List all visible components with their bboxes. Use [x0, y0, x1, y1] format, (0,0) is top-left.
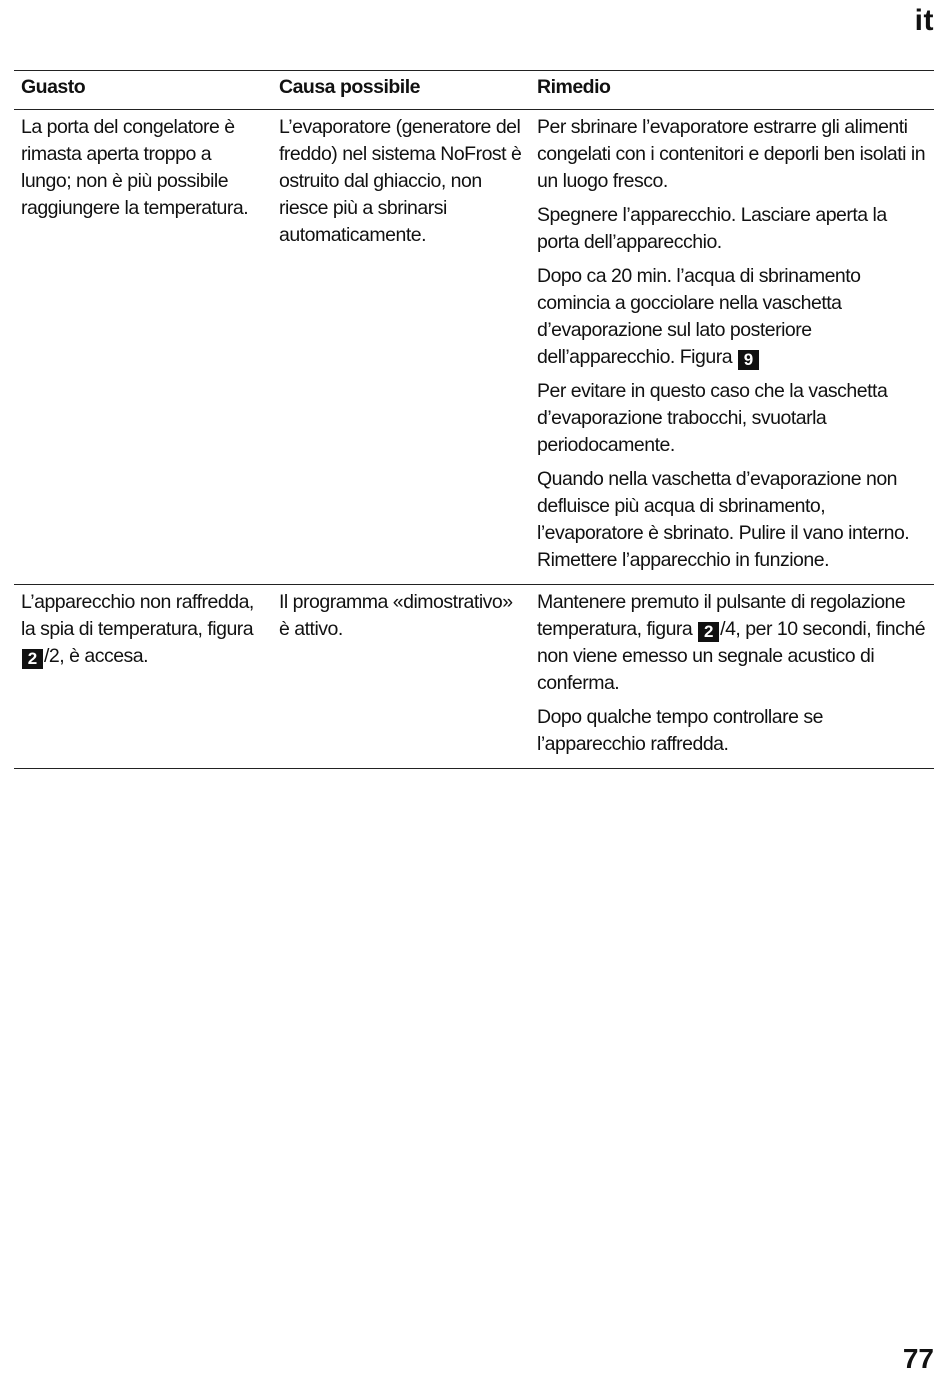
remedy-paragraph — [537, 114, 928, 195]
text-run: Mantenere premuto il pulsante di regolazione temperatura, figura — [537, 591, 906, 640]
text-run: Per evitare in questo caso che la vaschetta d’evaporazione trabocchi, svuotarla periodocamente. — [537, 380, 888, 456]
cause-cell — [272, 585, 530, 769]
text-run: /4, per 10 secondi, finché non viene emesso un segnale acustico di conferma. — [537, 618, 926, 694]
text-run: Il programma «dimostrativo» è attivo. — [279, 591, 513, 640]
figure-ref-badge: 2 — [698, 622, 719, 642]
table-header-row — [14, 71, 934, 110]
remedy-paragraph — [537, 589, 928, 697]
text-run: Per sbrinare l’evaporatore estrarre gli alimenti congelati con i contenitori e deporli ben isolati in un luogo fresco. — [537, 116, 926, 192]
remedy-paragraph — [537, 704, 928, 758]
text-run: Quando nella vaschetta d’evaporazione non defluisce più acqua di sbrinamento, l’evaporatore è sbrinato. Pulire il vano interno. Rimettere l’apparecchio in funzione. — [537, 468, 910, 571]
cause-text — [279, 589, 524, 643]
fault-text — [21, 114, 266, 222]
fault-cell — [14, 585, 272, 769]
text-run: Dopo qualche tempo controllare se l’apparecchio raffredda. — [537, 706, 823, 755]
troubleshooting-table — [14, 70, 934, 769]
text-run: Spegnere l’apparecchio. Lasciare aperta la porta dell’apparecchio. — [537, 204, 887, 253]
remedy-cell — [530, 110, 934, 585]
column-header-fault: Guasto — [14, 71, 272, 110]
table-row — [14, 585, 934, 769]
text-run: Dopo ca 20 min. l’acqua di sbrinamento comincia a gocciolare nella vaschetta d’evaporazione sul lato posteriore dell’apparecchio. Figura — [537, 265, 861, 368]
column-header-remedy: Rimedio — [530, 71, 934, 110]
cause-cell — [272, 110, 530, 585]
column-header-cause: Causa possibile — [272, 71, 530, 110]
cause-text — [279, 114, 524, 249]
fault-cell — [14, 110, 272, 585]
remedy-paragraph — [537, 466, 928, 574]
remedy-paragraph — [537, 378, 928, 459]
remedy-paragraph — [537, 202, 928, 256]
page-number: 77 — [902, 1343, 934, 1374]
remedy-cell — [530, 585, 934, 769]
text-run: L’apparecchio non raffredda, la spia di temperatura, figura — [21, 591, 254, 640]
text-run: /2, è accesa. — [44, 645, 149, 667]
remedy-paragraph — [537, 263, 928, 371]
text-run: L’evaporatore (generatore del freddo) nel sistema NoFrost è ostruito dal ghiaccio, non riesce più a sbrinarsi automaticamente. — [279, 116, 522, 246]
table-row — [14, 110, 934, 585]
text-run: La porta del congelatore è rimasta aperta troppo a lungo; non è più possibile raggiungere la temperatura. — [21, 116, 249, 219]
language-tag: it — [914, 4, 934, 37]
figure-ref-badge: 2 — [22, 649, 43, 669]
fault-text — [21, 589, 266, 670]
figure-ref-badge: 9 — [738, 350, 759, 370]
